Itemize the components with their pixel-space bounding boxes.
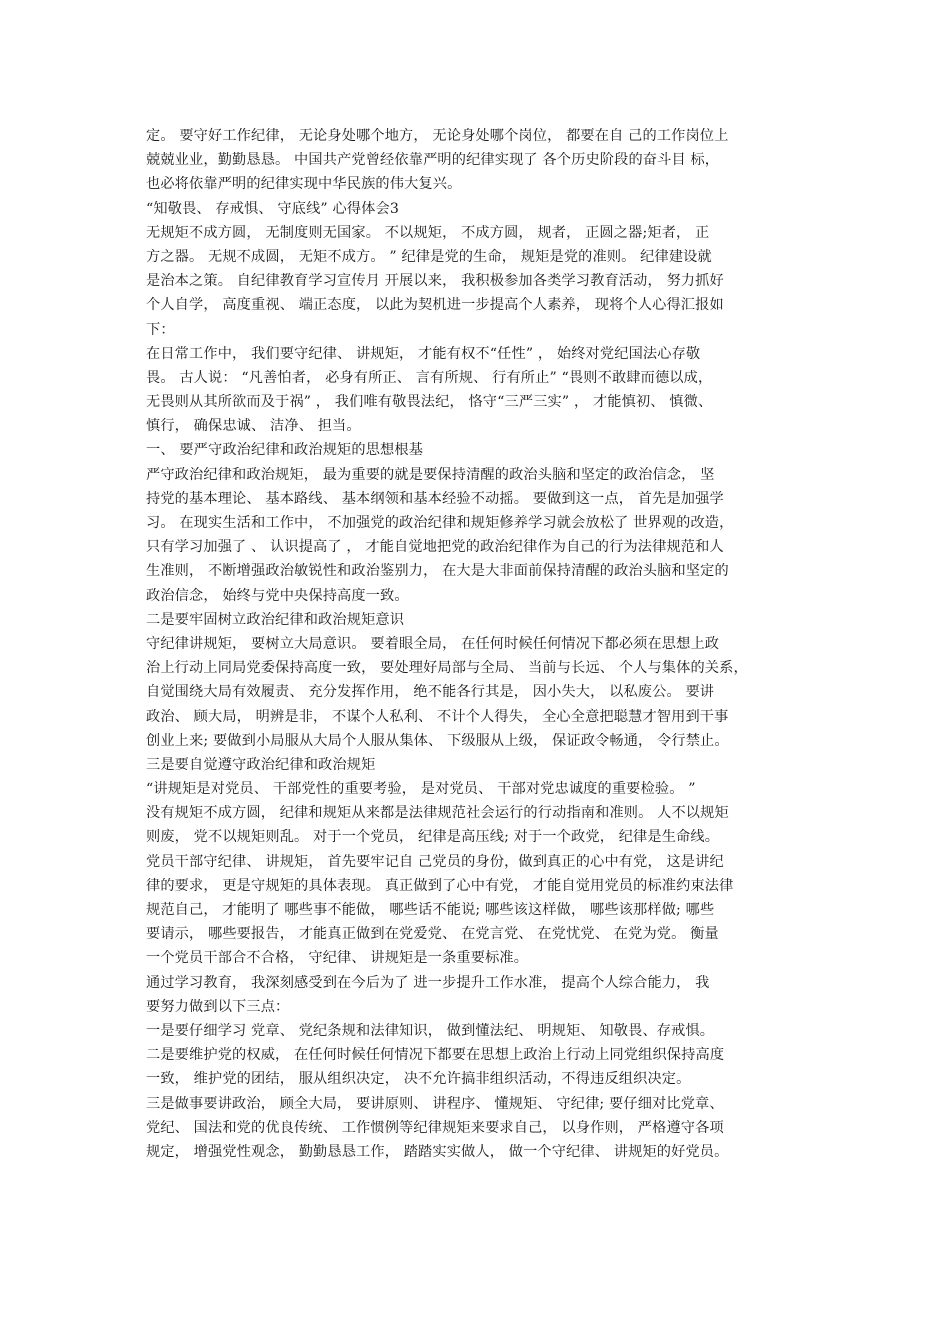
text-line: 兢兢业业，勤勤恳恳。 中国共产党曾经依靠严明的纪律实现了 各个历史阶段的奋斗目 标， — [146, 152, 720, 169]
text-line: 律的要求， 更是守规矩的具体表现。 真正做到了心中有党， 才能自觉用党员的标准约束法律 — [146, 877, 734, 894]
text-line: 一个党员干部合不合格， 守纪律、 讲规矩是一条重要标准。 — [146, 950, 529, 967]
text-line: 则废， 党不以规矩则乱。 对于一个党员， 纪律是高压线; 对于一个政党， 纪律是生命线。 — [146, 829, 720, 846]
section-heading: 三是要自觉遵守政治纪律和政治规矩 — [146, 756, 376, 773]
document-body — [146, 124, 818, 1164]
text-line: 规范自己， 才能明了 哪些事不能做， 哪些话不能说; 哪些该这样做， 哪些该那样做; 哪些 — [146, 902, 715, 918]
text-line: 在日常工作中， 我们要守纪律、 讲规矩， 才能有权不“任性” ， 始终对党纪国法心存敬 — [146, 345, 701, 362]
text-line: 也必将依靠严明的纪律实现中华民族的伟大复兴。 — [146, 176, 462, 193]
text-line: 党纪、 国法和党的优良传统、 工作惯例等纪律规矩来要求自己， 以身作则， 严格遵守各项 — [146, 1119, 724, 1136]
text-line: 定。 要守好工作纪律， 无论身处哪个地方， 无论身处哪个岗位， 都要在自 己的工作岗位上 — [146, 128, 729, 144]
section-heading: 一、 要严守政治纪律和政治规矩的思想根基 — [146, 442, 424, 459]
text-line: 守纪律讲规矩， 要树立大局意识。 要着眼全局， 在任何时候任何情况下都必须在思想上政 — [146, 635, 720, 652]
text-line: 政治、 顾大局， 明辨是非， 不谋个人私利、 不计个人得失， 全心全意把聪慧才智用到干事 — [146, 708, 729, 725]
text-line: 持党的基本理论、 基本路线、 基本纲领和基本经验不动摇。 要做到这一点， 首先是加强学 — [146, 490, 724, 507]
text-line: 通过学习教育， 我深刻感受到在今后为了 进一步提升工作水准， 提高个人综合能力， 我 — [146, 974, 710, 991]
text-line: 是治本之策。 自纪律教育学习宣传月 开展以来， 我积极参加各类学习教育活动， 努力抓好 — [146, 273, 724, 290]
text-line: 要请示， 哪些要报告， 才能真正做到在党爱党、 在党言党、 在党忧党、 在党为党。 衡量 — [146, 926, 719, 943]
text-line: 创业上来; 要做到小局服从大局个人服从集体、 下级服从上级， 保证政令畅通， 令行禁止。 — [146, 732, 729, 749]
text-line: 党员干部守纪律、 讲规矩， 首先要牢记自 己党员的身份，做到真正的心中有党， 这是讲纪 — [146, 853, 724, 870]
text-line: 二是要维护党的权威， 在任何时候任何情况下都要在思想上政治上行动上同党组织保持高度 — [146, 1047, 725, 1064]
text-line: 下： — [146, 321, 175, 338]
text-line: 三是做事要讲政治， 顾全大局， 要讲原则、 讲程序、 懂规矩、 守纪律; 要仔细对比党章、 — [146, 1095, 724, 1112]
text-line: 只有学习加强了 、 认识提高了 ， 才能自觉地把党的政治纪律作为自己的行为法律规范和人 — [146, 539, 724, 556]
text-line: 治上行动上同局党委保持高度一致， 要处理好局部与全局、 当前与长远、 个人与集体的关系， — [146, 660, 748, 677]
text-line: 畏。 古人说： “凡善怕者， 必身有所正、 言有所规、 行有所止” “畏则不敢肆而德以成， — [146, 369, 713, 386]
text-line: 习。 在现实生活和工作中， 不加强党的政治纪律和规矩修养学习就会放松了 世界观的改造， — [146, 515, 734, 531]
text-line: 慎行， 确保忠诚、 洁净、 担当。 — [146, 418, 361, 435]
text-line: 无畏则从其所欲而及于祸” ， 我们唯有敬畏法纪， 恪守“三严三实” ， 才能慎初、 慎微、 — [146, 394, 713, 411]
text-line: 方之器。 无规不成圆， 无矩不成方。 ” 纪律是党的生命， 规矩是党的准则。 纪律建设就 — [146, 248, 712, 265]
text-line: 要努力做到以下三点： — [146, 998, 290, 1015]
section-title: “知敬畏、 存戒惧、 守底线” 心得体会3 — [146, 200, 400, 217]
text-line: 规定， 增强党性观念， 勤勤恳恳工作， 踏踏实实做人， 做一个守纪律、 讲规矩的好党员。 — [146, 1143, 729, 1160]
text-line: 生准则， 不断增强政治敏锐性和政治鉴别力， 在大是大非面前保持清醒的政治头脑和坚定的 — [146, 563, 729, 580]
text-line: 无规矩不成方圆， 无制度则无国家。 不以规矩， 不成方圆， 规者， 正圆之器;矩者， 正 — [146, 224, 710, 241]
text-line: 一是要仔细学习 党章、 党纪条规和法律知识， 做到懂法纪、 明规矩、 知敬畏、存戒惧。 — [146, 1022, 715, 1039]
text-line: 政治信念， 始终与党中央保持高度一致。 — [146, 587, 409, 604]
text-line: 严守政治纪律和政治规矩， 最为重要的就是要保持清醒的政治头脑和坚定的政治信念， 坚 — [146, 466, 715, 483]
text-line: 个人自学， 高度重视、 端正态度， 以此为契机进一步提高个人素养， 现将个人心得汇报如 — [146, 297, 724, 314]
text-line: 自觉围绕大局有效履责、 充分发挥作用， 绝不能各行其是， 因小失大， 以私废公。 要讲 — [146, 684, 715, 701]
section-heading: 二是要牢固树立政治纪律和政治规矩意识 — [146, 611, 405, 628]
text-line: 没有规矩不成方圆， 纪律和规矩从来都是法律规范社会运行的行动指南和准则。 人不以规矩 — [146, 805, 729, 822]
text-line: “讲规矩是对党员、 干部党性的重要考验， 是对党员、 干部对党忠诚度的重要检验。 ” — [146, 781, 696, 798]
text-line: 一致， 维护党的团结， 服从组织决定， 决不允许搞非组织活动，不得违反组织决定。 — [146, 1071, 691, 1088]
